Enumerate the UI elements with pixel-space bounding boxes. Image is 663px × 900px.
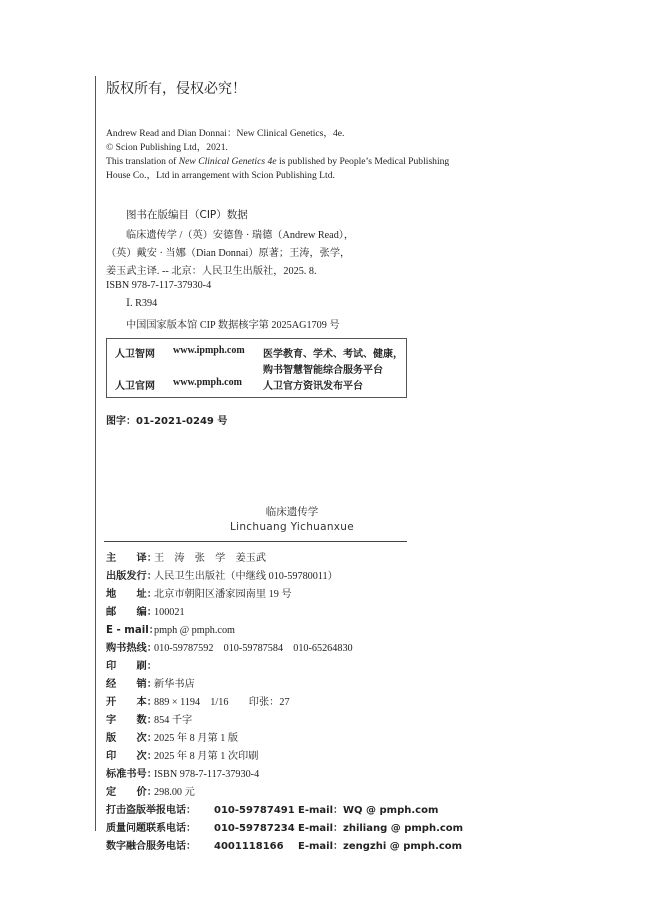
copyright-notice: 版权所有，侵权必究！ xyxy=(106,81,246,97)
ipmph-desc-b: 购书智慧智能综合服务平台 xyxy=(263,365,383,376)
detail-value: 北京市朝阳区潘家园南里 19 号 xyxy=(154,589,292,600)
english-credits xyxy=(106,127,449,183)
detail-value: 2025 年 8 月第 1 版 xyxy=(154,733,239,744)
detail-address xyxy=(106,585,292,600)
detail-value: 010-59787592 010-59787584 010-65264830 xyxy=(154,643,353,654)
footer-email[interactable]: E-mail：zhiliang @ pmph.com xyxy=(298,823,464,834)
detail-label: 字 数： xyxy=(106,715,157,726)
ipmph-url[interactable]: www.ipmph.com xyxy=(173,345,245,356)
detail-label: 邮 编： xyxy=(106,607,157,618)
detail-label: 版 次： xyxy=(106,733,157,744)
footer-phone: 4001118166 xyxy=(214,841,284,852)
english-line-3 xyxy=(106,155,449,169)
left-vertical-rule xyxy=(95,76,96,831)
detail-translators xyxy=(106,549,266,564)
english-line-3-post: is published by People’s Medical Publishing xyxy=(276,156,450,167)
detail-value: 298.00 元 xyxy=(154,787,195,798)
detail-value: ISBN 978-7-117-37930-4 xyxy=(154,769,260,780)
detail-label: 印 刷： xyxy=(106,661,157,672)
footer-phone: 010-59787491 xyxy=(214,805,295,816)
footer-digital-hotline xyxy=(106,837,462,852)
detail-label: 经 销： xyxy=(106,679,157,690)
english-line-4: House Co.，Ltd in arrangement with Scion Publishing Ltd. xyxy=(106,170,335,181)
cip-line-1: 临床遗传学 /（英）安德鲁 · 瑞德（Andrew Read）， xyxy=(126,230,355,241)
english-line-3-italic: New Clinical Genetics 4e xyxy=(178,156,277,167)
detail-label: 出版发行： xyxy=(106,571,157,582)
detail-value[interactable]: pmph @ pmph.com xyxy=(154,625,235,636)
pmph-label: 人卫官网 xyxy=(115,381,155,392)
detail-distributor xyxy=(106,675,195,690)
detail-label: E - mail： xyxy=(106,625,159,636)
detail-word-count xyxy=(106,711,192,726)
book-title: 临床遗传学 xyxy=(265,506,319,518)
website-info-box xyxy=(106,338,407,398)
ipmph-label: 人卫智网 xyxy=(115,349,155,360)
pmph-desc: 人卫官方资讯发布平台 xyxy=(263,381,363,392)
detail-hotline xyxy=(106,639,353,654)
ipmph-desc-a: 医学教育、学术、考试、健康， xyxy=(263,349,403,360)
detail-label: 定 价： xyxy=(106,787,157,798)
detail-label: 主 译： xyxy=(106,553,157,564)
detail-printing xyxy=(106,747,258,762)
detail-publisher xyxy=(106,567,338,582)
detail-label: 开 本： xyxy=(106,697,157,708)
cip-line-2: （英）戴安 · 当娜（Dian Donnai）原著；王涛，张学， xyxy=(106,248,351,259)
footer-quality-hotline xyxy=(106,819,463,834)
detail-value: 新华书店 xyxy=(154,679,195,690)
detail-value: 人民卫生出版社（中继线 010-59780011） xyxy=(154,571,338,582)
cip-classification: Ⅰ. R394 xyxy=(126,298,158,309)
book-title-pinyin: Linchuang Yichuanxue xyxy=(229,521,355,533)
detail-label: 印 次： xyxy=(106,751,157,762)
detail-price xyxy=(106,783,195,798)
cip-heading: 图书在版编目（CIP）数据 xyxy=(126,209,248,221)
footer-email[interactable]: E-mail：zengzhi @ pmph.com xyxy=(298,841,463,852)
footer-label: 打击盗版举报电话： xyxy=(106,805,196,816)
footer-phone: 010-59787234 xyxy=(214,823,295,834)
footer-email[interactable]: E-mail：WQ @ pmph.com xyxy=(298,805,439,816)
detail-edition xyxy=(106,729,238,744)
detail-value: 854 千字 xyxy=(154,715,193,726)
detail-value: 100021 xyxy=(154,607,185,618)
detail-isbn xyxy=(106,765,259,780)
english-line-1: Andrew Read and Dian Donnai：New Clinical Genetics，4e. xyxy=(106,128,345,139)
detail-label: 标准书号： xyxy=(106,769,157,780)
detail-value: 889 × 1194 1/16 印张：27 xyxy=(154,697,290,708)
footer-piracy-hotline xyxy=(106,801,438,816)
detail-value: 2025 年 8 月第 1 次印刷 xyxy=(154,751,259,762)
detail-printer xyxy=(106,657,157,672)
pmph-url[interactable]: www.pmph.com xyxy=(173,377,242,388)
footer-label: 质量问题联系电话： xyxy=(106,823,196,834)
registration-number: 图字：01-2021-0249 号 xyxy=(106,416,228,427)
cip-isbn: ISBN 978-7-117-37930-4 xyxy=(106,280,212,291)
cip-line-3: 姜玉武主译. -- 北京：人民卫生出版社，2025. 8. xyxy=(106,266,317,277)
footer-label: 数字融合服务电话： xyxy=(106,841,196,852)
cip-catalog-number: 中国国家版本馆 CIP 数据核字第 2025AG1709 号 xyxy=(126,320,340,331)
detail-value: 王 涛 张 学 姜玉武 xyxy=(154,553,267,564)
detail-label: 购书热线： xyxy=(106,643,157,654)
english-line-3-pre: This translation of xyxy=(106,156,179,167)
title-divider xyxy=(104,541,407,542)
detail-email xyxy=(106,621,235,636)
english-line-2: © Scion Publishing Ltd，2021. xyxy=(106,142,228,153)
detail-format xyxy=(106,693,290,708)
detail-label: 地 址： xyxy=(106,589,157,600)
detail-postcode xyxy=(106,603,185,618)
